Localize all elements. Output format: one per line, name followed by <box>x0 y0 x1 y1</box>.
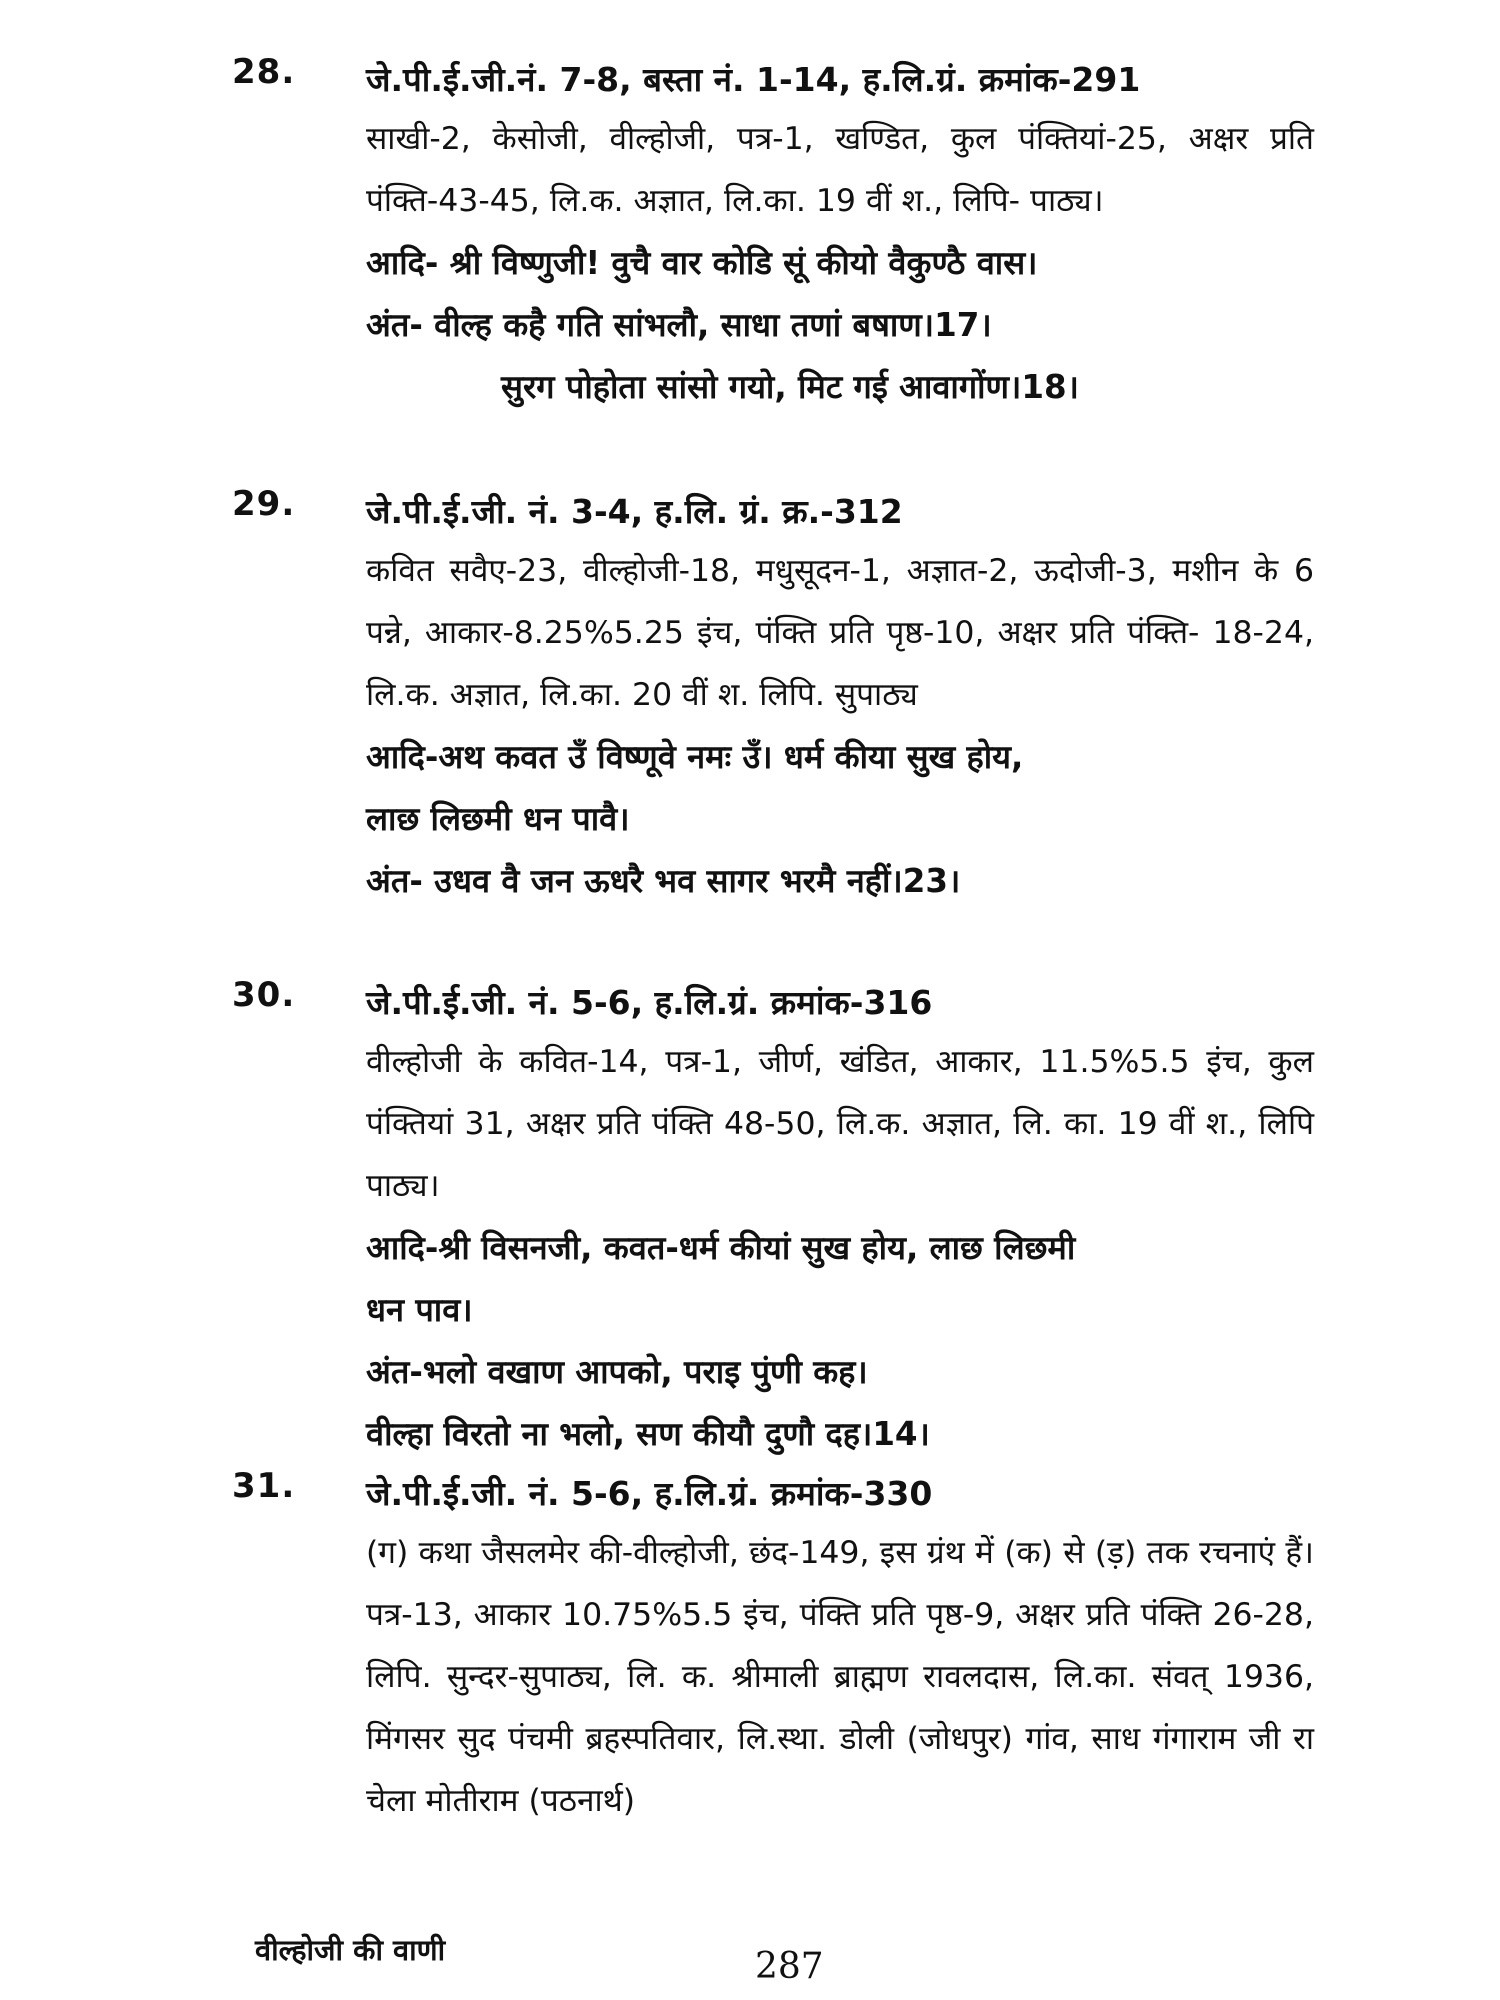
entry-heading: जे.पी.ई.जी. नं. 5-6, ह.लि.ग्रं. क्रमांक-330 <box>366 1474 933 1513</box>
quote-line: आदि- श्री विष्णुजी! वुचै वार कोडि सूं कीयो वैकुण्ठै वास। <box>366 244 1038 282</box>
quote-line: आदि-अथ कवत उँ विष्णूवे नमः उँ। धर्म कीया सुख होय, <box>366 738 1024 776</box>
quote-line: धन पाव। <box>366 1291 473 1329</box>
entry-heading: जे.पी.ई.जी. नं. 5-6, ह.लि.ग्रं. क्रमांक-316 <box>366 983 933 1022</box>
quote-line: अंत- उधव वै जन ऊधरै भव सागर भरमै नहीं।23। <box>366 862 961 900</box>
entry-number: 28. <box>232 52 296 92</box>
quote-line: वील्हा विरतो ना भलो, सण कीयौ दुणौ दह।14। <box>366 1415 930 1453</box>
entry-description: कवित सवैए-23, वील्होजी-18, मधुसूदन-1, अज्ञात-2, ऊदोजी-3, मशीन के 6 पन्ने, आकार-8.25%5.25 इंच, पंक्ति प्रति पृष्ठ-10, अक्षर प्रति पंक्ति- 18-24, लि.क. अज्ञात, लि.का. 20 वीं श. लिपि. सुपाठ्य <box>366 553 1314 713</box>
entry-body <box>366 1466 1314 1832</box>
entry-body <box>366 484 1314 912</box>
entry-number: 29. <box>232 484 296 524</box>
entry-description: वील्होजी के कवित-14, पत्र-1, जीर्ण, खंडित, आकार, 11.5%5.5 इंच, कुल पंक्तियां 31, अक्षर प्रति पंक्ति 48-50, लि.क. अज्ञात, लि. का. 19 वीं श., लिपि पाठ्य। <box>366 1044 1314 1204</box>
quote-line: सुरग पोहोता सांसो गयो, मिट गई आवागोंण।18। <box>501 368 1079 406</box>
entry-description: साखी-2, केसोजी, वील्होजी, पत्र-1, खण्डित, कुल पंक्तियां-25, अक्षर प्रति पंक्ति-43-45, लि.क. अज्ञात, लि.का. 19 वीं श., लिपि- पाठ्य। <box>366 121 1314 219</box>
page-number: 287 <box>755 1946 824 1987</box>
entry-heading: जे.पी.ई.जी.नं. 7-8, बस्ता नं. 1-14, ह.लि.ग्रं. क्रमांक-291 <box>366 60 1141 99</box>
entry-body <box>366 975 1314 1465</box>
quote-line: लाछ लिछमी धन पावै। <box>366 800 630 838</box>
entry-description: (ग) कथा जैसलमेर की-वील्होजी, छंद-149, इस ग्रंथ में (क) से (ड़) तक रचनाएं हैं। पत्र-13, आकार 10.75%5.5 इंच, पंक्ति प्रति पृष्ठ-9, अक्षर प्रति पंक्ति 26-28, लिपि. सुन्दर-सुपाठ्य, लि. क. श्रीमाली ब्राह्मण रावलदास, लि.का. संवत् 1936, मिंगसर सुद पंचमी ब्रहस्पतिवार, लि.स्था. डोली (जोधपुर) गांव, साध गंगाराम जी रा चेला मोतीराम (पठनार्थ) <box>366 1535 1314 1819</box>
quote-line: अंत-भलो वखाण आपको, पराइ पुंणी कह। <box>366 1353 868 1391</box>
entry-number: 30. <box>232 975 296 1015</box>
entry-body <box>366 52 1314 418</box>
entry-number: 31. <box>232 1466 296 1506</box>
entry-heading: जे.पी.ई.जी. नं. 3-4, ह.लि. ग्रं. क्र.-312 <box>366 492 903 531</box>
quote-line: अंत- वील्ह कहै गति सांभलौ, साधा तणां बषाण।17। <box>366 306 992 344</box>
quote-line: आदि-श्री विसनजी, कवत-धर्म कीयां सुख होय, लाछ लिछमी <box>366 1229 1076 1267</box>
footer-book-title: वील्होजी की वाणी <box>255 1933 446 1967</box>
